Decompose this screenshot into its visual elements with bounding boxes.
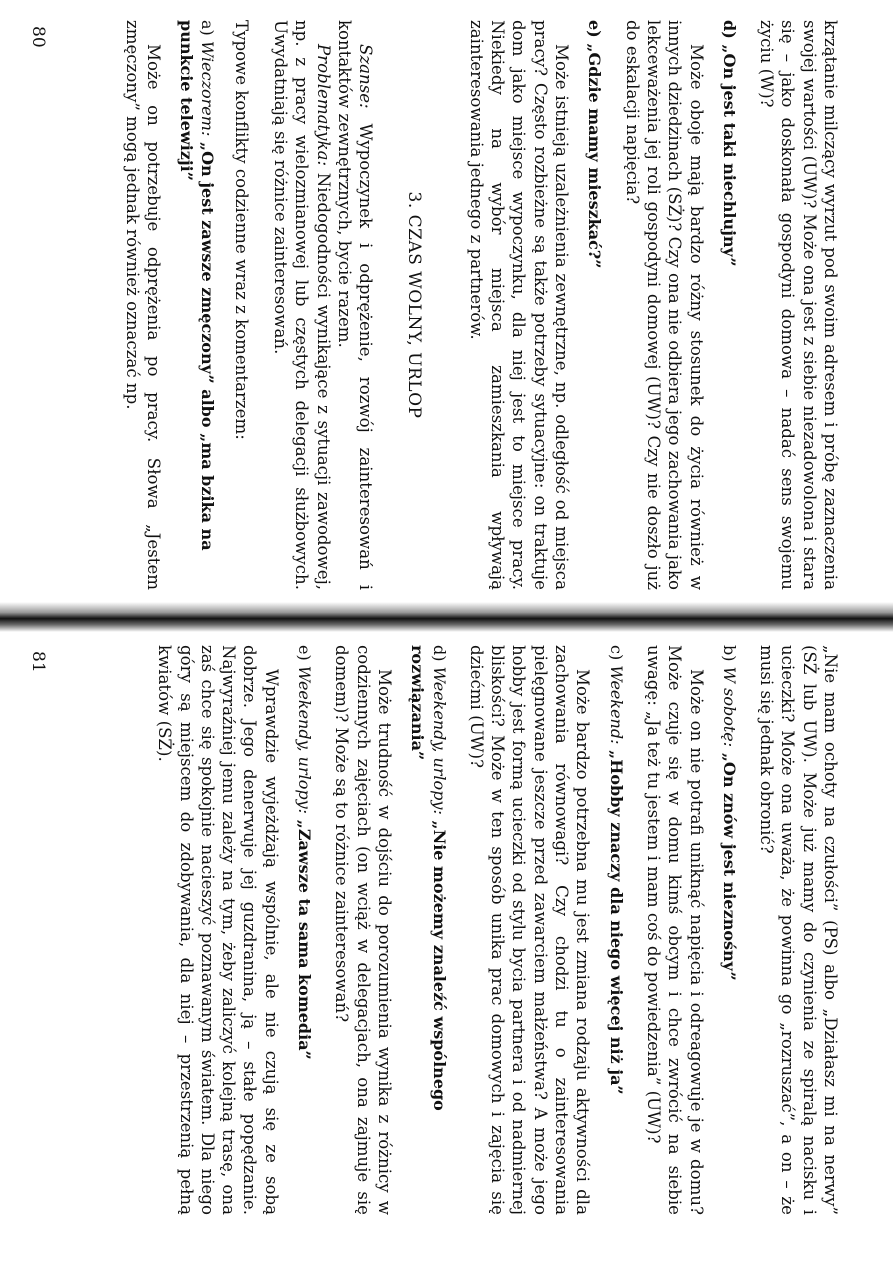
typowe-konflikty-intro: Typowe konflikty codzienne wraz z komentarzem: (231, 20, 251, 440)
book-gutter (0, 602, 893, 632)
page-number: 80 (28, 26, 48, 48)
subheading (176, 20, 219, 590)
subheading-label: e) (295, 645, 315, 666)
page-number: 81 (28, 651, 48, 673)
paragraph: Może on potrzebuje odprężenia po pracy. Słowa „Jestem zmęczony” mogą jednak również oznaczać np. (122, 20, 163, 590)
subheading-label: a) (198, 20, 218, 41)
szanse-label: Szanse: (356, 44, 376, 109)
paragraph: Może on nie potrafi uniknąć napięcia i odreagowuje je w domu? Może czuje się w domu kimś obcym i chce zwrócić na siebie uwagę: „Ja też tu jestem i mam coś do powiedzenia” (UW)? (643, 645, 706, 1215)
subheading-label: b) (719, 645, 739, 667)
section-title: 3. CZAS WOLNY, URLOP (403, 191, 424, 419)
subheading-italic: Weekendy, urlopy: (429, 666, 449, 815)
subheading-bold: „Zawsze ta sama komedia” (295, 814, 315, 1060)
subheading-label: d) (429, 645, 449, 667)
right-page-body (154, 645, 841, 1215)
subheading (605, 645, 626, 1215)
subheading-label: c) (606, 645, 626, 666)
szanse-text: Wypoczynek i odprężenie, rozwój zainteresowań i kontaktów zewnętrznych, bycie razem. (334, 20, 376, 590)
subheading-italic: Weekend: (606, 665, 626, 745)
paragraph: „Nie mam ochoty na czułości” (PS) albo „Działasz mi na nerwy” (SŻ lub UW). Może już mamy do czynienia ze spiralą nacisku i ucieczki? Może ona uważa, że powinna go „rozruszać”, a on – że musi się jednak obronić? (757, 645, 840, 1215)
paragraph: Może trudność w dojściu do porozumienia wynika z różnicy w codziennych zajęciach (on wciąż w delegacjach, ona zajmuje się domem)? Może są to różnice zainteresowań? (332, 645, 394, 1215)
subheading-italic: Weekendy, urlopy: (295, 665, 315, 815)
subheading-bold: „On jest zawsze zmęczony” albo „ma bzika na punkcie telewizji” (177, 20, 218, 551)
problematyka-text: Niedogodności wynikające z sytuacji zawodowej, np. z pracy wielozmianowej lub częstych delegacji służbowych. Uwydatniają się różnice zainteresowań. (271, 20, 333, 590)
subheading (719, 645, 740, 1215)
left-page-body (121, 20, 841, 590)
subheading-bold: „On znów jest nieznośny” (719, 747, 739, 981)
subheading-bold: „Nie możemy znaleźć wspólnego rozwiązania” (408, 645, 449, 1111)
paragraph: krzątanie milczący wyrzut pod swoim adresem i próbę zaznaczenia swojej wartości (UW)? Może ona jest z siebie niezadowolona i stara się – jako doskonała gospodyni domowa – nadać sens swojemu życiu (W)? (757, 20, 840, 590)
paragraph-problematyka (270, 20, 334, 590)
paragraph: Może istnieją uzależnienia zewnętrzne, np. odległość od miejsca pracy? Często rozbieżne są także potrzeby sytuacyjne: on traktuje dom jako miejsce wypoczynku, dla niej jest to miejsce pracy. Niekiedy na wybór miejsca zamieszkania wpływają zainteresowania jednego z partnerów. (466, 20, 572, 590)
problematyka-label: Problematyka: (313, 44, 333, 167)
subheading (407, 645, 450, 1215)
subheading: e) „Gdzie mamy mieszkać?” (585, 20, 605, 269)
subheading: d) „On jest taki niechlujny” (719, 20, 739, 267)
paragraph: Może bardzo potrzebna mu jest zmiana rodzaju aktywności dla zachowania równowagi? Czy chodzi tu o zainteresowania pielęgnowane jeszcze przed zawarciem małżeństwa? A może jego hobby jest formą ucieczki od stylu bycia partnera i od nadmiernej bliskości? Może w ten sposób unika prac domowych i zajęcia się dziećmi (UW)? (466, 645, 593, 1215)
subheading-italic: W sobotę: (719, 666, 739, 748)
left-page (23, 20, 893, 590)
subheading-bold: „Hobby znaczy dla niego więcej niż ja” (606, 744, 626, 1095)
paragraph-szanse (334, 20, 377, 590)
subheading-italic: Wieczorem: (198, 40, 218, 137)
subheading (294, 645, 315, 1215)
right-page (23, 645, 893, 1215)
paragraph: Może oboje mają bardzo różny stosunek do życia również w innych dziedzinach (SŻ)? Czy ona nie odbiera jego zachowania jako lekceważenia jej roli gospodyni domowej (UW)? Czy nie doszło już do eskalacji napięcia? (622, 20, 706, 590)
paragraph: Wprawdzie wyjeżdżają wspólnie, ale nie czują się ze sobą dobrze. Jego denerwuje jej guzdranina, ją – stałe popędzanie. Najwyraźniej jemu zależy na tym, żeby zaliczyć kolejną trasę, ona zaś chce się spokojnie nacieszyć poznawanym światem. Dla niego góry są miejscem do zdobywania, dla niej – przestrzenią pełną kwiatów (SŻ). (155, 645, 281, 1215)
